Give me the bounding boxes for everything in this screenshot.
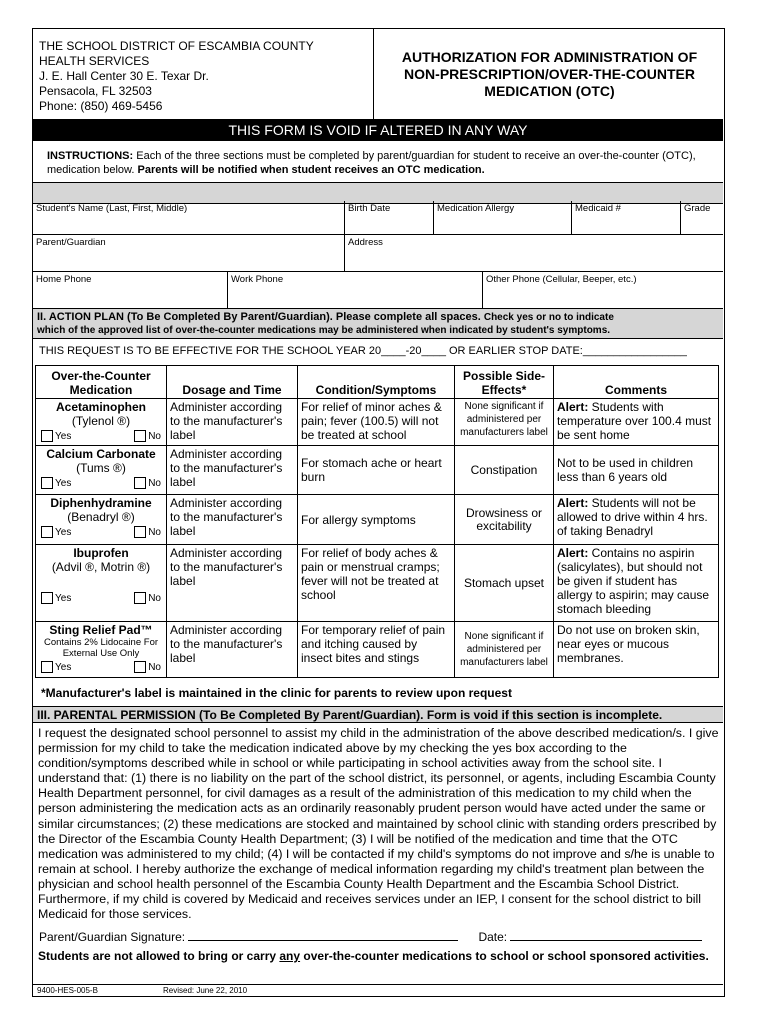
instructions-bold: Parents will be notified when student receives an OTC medication. [137, 164, 485, 176]
side-effects-cell: None significant if administered per manufacturers label [455, 622, 554, 678]
date-label: Date: [478, 930, 508, 944]
permission-text: I request the designated school personnel to assist my child in the administration of the above described medication/s. I give permission for my child to take the medication indicated above by my checking the yes box according to the condition/symptoms described while in school or while participating in school activities away from the school site. I understand that: (1) there is no liability on the part of the school district, its personnel, or agents, including Escambia County Health Department personnel, for civil damages as a result of the administration of this medication to my child when the person administering the medication acts as an ordinarily reasonably prudent person would have acted under the same or similar circumstances; (2) these medications are stocked and maintained by school clinic with standing orders prescribed by the Director of the Escambia County Health Department; (3) I will be notified of the medication and time that the OTC medication was administered to my child; (4) I will be contacted if my child's symptoms do not improve and s/he is unable to remain at school. I hereby authorize the exchange of medical information regarding my child's treatment plan between the physician and school health personnel of the Escambia County Health Department and the Escambia School District. Furthermore, if my child is covered by Medicaid and receives services under an IEP, I consent for the school district to bill Medicaid for those services. [38, 726, 719, 922]
parent-guardian-label: Parent/Guardian [36, 237, 106, 248]
manufacturer-note: *Manufacturer's label is maintained in the clinic for parents to review upon request [41, 686, 512, 700]
medication-brand: (Benadryl ®) [67, 510, 135, 524]
org-line: HEALTH SERVICES [39, 54, 150, 68]
yes-option[interactable] [41, 592, 71, 606]
home-phone-label: Home Phone [36, 274, 92, 285]
no-option[interactable] [134, 477, 161, 491]
comment-alert: Alert: [557, 496, 589, 510]
comment-text: Do not use on broken skin, near eyes or mucous membranes. [557, 623, 700, 665]
medication-allergy-field[interactable] [434, 201, 572, 235]
table-header-row [36, 366, 719, 399]
yes-label: Yes [55, 478, 72, 489]
no-label: No [148, 527, 161, 538]
warning-emphasis: any [279, 949, 301, 963]
no-checkbox[interactable] [134, 661, 146, 673]
section2-subtitle-b: which of the approved list of over-the-counter medications may be administered when indicated by student's symptoms. [37, 325, 611, 336]
yes-no-choice [39, 430, 163, 444]
yes-checkbox[interactable] [41, 592, 53, 604]
medication-table [35, 365, 719, 678]
comments-cell [554, 495, 719, 545]
condition-cell: For stomach ache or heart burn [298, 446, 455, 495]
address-label: Address [348, 237, 383, 248]
table-row [36, 622, 719, 678]
title-line: MEDICATION (OTC) [484, 82, 615, 99]
work-phone-label: Work Phone [231, 274, 284, 285]
medicaid-label: Medicaid # [575, 203, 621, 214]
form-footer [33, 984, 723, 997]
work-phone-field[interactable] [228, 272, 483, 309]
medication-name: Calcium Carbonate [46, 447, 156, 461]
no-option[interactable] [134, 592, 161, 606]
condition-cell: For relief of body aches & pain or menstrual cramps; fever will not be treated at school [298, 545, 455, 622]
no-option[interactable] [134, 526, 161, 540]
org-line: Phone: (850) 469-5456 [39, 99, 163, 113]
medication-name: Sting Relief Pad™ [49, 623, 153, 637]
dosage-cell: Administer according to the manufacturer's label [167, 495, 298, 545]
medicaid-field[interactable] [572, 201, 681, 235]
no-checkbox[interactable] [134, 526, 146, 538]
form-id: 9400-HES-005-B [37, 986, 98, 995]
no-checkbox[interactable] [134, 477, 146, 489]
side-effects-cell: None significant if administered per manufacturers label [455, 399, 554, 446]
side-effects-cell: Drowsiness or excitability [455, 495, 554, 545]
grade-label: Grade [684, 203, 711, 214]
yes-no-choice [39, 661, 163, 675]
other-phone-field[interactable] [483, 272, 723, 309]
yes-no-choice [39, 592, 163, 606]
yes-label: Yes [55, 662, 72, 673]
dosage-cell: Administer according to the manufacturer's label [167, 545, 298, 622]
medication-cell [36, 545, 167, 622]
yes-checkbox[interactable] [41, 477, 53, 489]
medication-brand: (Tums ®) [76, 461, 126, 475]
section2-header [33, 309, 723, 339]
side-effects-cell: Stomach upset [455, 545, 554, 622]
section2-title: II. ACTION PLAN (To Be Completed By Parent/Guardian). Please complete all spaces. [37, 311, 481, 323]
comment-alert: Alert: [557, 400, 589, 414]
comments-cell [554, 622, 719, 678]
section2-subtitle-a: Check yes or no to indicate [483, 312, 614, 323]
birth-date-field[interactable] [345, 201, 434, 235]
no-label: No [148, 662, 161, 673]
comments-cell [554, 399, 719, 446]
medication-brand: (Advil ®, Motrin ®) [51, 560, 151, 574]
instructions-label: INSTRUCTIONS: [47, 150, 134, 162]
comment-text: Contains no aspirin (salicylates), but should not be given if student has allergy to aspirin; may cause stomach bleeding [557, 546, 710, 616]
no-label: No [148, 478, 161, 489]
effective-year-line[interactable]: THIS REQUEST IS TO BE EFFECTIVE FOR THE SCHOOL YEAR 20____-20____ OR EARLIER STOP DATE:_________________ [39, 345, 687, 357]
void-notice: THIS FORM IS VOID IF ALTERED IN ANY WAY [33, 119, 723, 141]
revision-date: Revised: June 22, 2010 [163, 986, 248, 995]
comment-text: Students with temperature over 100.4 must be sent home [557, 400, 712, 442]
no-option[interactable] [134, 430, 161, 444]
comment-text: Not to be used in children less than 6 years old [557, 456, 694, 484]
yes-checkbox[interactable] [41, 430, 53, 442]
dosage-cell: Administer according to the manufacturer's label [167, 399, 298, 446]
medication-brand: Contains 2% Lidocaine For External Use Only [43, 637, 159, 659]
yes-option[interactable] [41, 661, 71, 675]
medication-cell [36, 495, 167, 545]
medication-allergy-label: Medication Allergy [437, 203, 515, 214]
org-line: J. E. Hall Center 30 E. Texar Dr. [39, 69, 209, 83]
col-side-effects: Possible Side-Effects* [455, 366, 554, 399]
table-row [36, 399, 719, 446]
date-field[interactable] [510, 929, 702, 941]
yes-option[interactable] [41, 526, 71, 540]
instructions [47, 149, 715, 177]
medication-cell [36, 622, 167, 678]
yes-option[interactable] [41, 430, 71, 444]
section3-header: III. PARENTAL PERMISSION (To Be Completed By Parent/Guardian). Form is void if this section is incomplete. [33, 706, 723, 723]
grade-field[interactable] [681, 201, 723, 235]
warning-text-b: over-the-counter medications to school or school sponsored activities. [300, 949, 709, 963]
org-line: THE SCHOOL DISTRICT OF ESCAMBIA COUNTY [39, 39, 314, 53]
condition-cell: For temporary relief of pain and itching caused by insect bites and stings [298, 622, 455, 678]
home-phone-field[interactable] [33, 272, 228, 309]
medication-name: Acetaminophen [55, 400, 146, 414]
medication-brand: (Tylenol ®) [71, 414, 131, 428]
comment-text: Students will not be allowed to drive within 4 hrs. of taking Benadryl [557, 496, 708, 538]
col-comments: Comments [554, 366, 719, 399]
no-label: No [148, 593, 161, 604]
dosage-cell: Administer according to the manufacturer's label [167, 622, 298, 678]
form-title [373, 29, 725, 119]
medication-cell [36, 399, 167, 446]
col-condition: Condition/Symptoms [298, 366, 455, 399]
org-address-block [39, 39, 314, 114]
signature-field[interactable] [188, 929, 458, 941]
carry-warning [38, 949, 722, 964]
col-dosage: Dosage and Time [167, 366, 298, 399]
signature-line [39, 929, 702, 944]
table-row [36, 545, 719, 622]
yes-no-choice [39, 477, 163, 491]
no-label: No [148, 431, 161, 442]
org-line: Pensacola, FL 32503 [39, 84, 152, 98]
yes-label: Yes [55, 431, 72, 442]
warning-text-a: Students are not allowed to bring or carry [38, 949, 280, 963]
signature-label: Parent/Guardian Signature: [39, 930, 186, 944]
instructions-text: Each of the three sections must be completed by parent/guardian for student to receive an over-the-counter (OTC), medication below. [47, 150, 696, 176]
medication-cell [36, 446, 167, 495]
comment-alert: Alert: [557, 546, 589, 560]
col-medication: Over-the-Counter Medication [36, 366, 167, 399]
yes-checkbox[interactable] [41, 661, 53, 673]
form-frame [32, 28, 725, 997]
condition-cell: For allergy symptoms [298, 495, 455, 545]
side-effects-cell: Constipation [455, 446, 554, 495]
table-row [36, 446, 719, 495]
medication-name: Ibuprofen [73, 546, 129, 560]
yes-no-choice [39, 526, 163, 540]
condition-cell: For relief of minor aches & pain; fever (100.5) will not be treated at school [298, 399, 455, 446]
comments-cell [554, 446, 719, 495]
yes-label: Yes [55, 593, 72, 604]
comments-cell [554, 545, 719, 622]
yes-option[interactable] [41, 477, 71, 491]
no-checkbox[interactable] [134, 592, 146, 604]
student-name-field[interactable] [33, 201, 345, 235]
dosage-cell: Administer according to the manufacturer's label [167, 446, 298, 495]
yes-checkbox[interactable] [41, 526, 53, 538]
birth-date-label: Birth Date [348, 203, 391, 214]
table-row [36, 495, 719, 545]
title-line: AUTHORIZATION FOR ADMINISTRATION OF [401, 48, 698, 65]
parent-guardian-field[interactable] [33, 235, 345, 272]
no-option[interactable] [134, 661, 161, 675]
no-checkbox[interactable] [134, 430, 146, 442]
yes-label: Yes [55, 527, 72, 538]
address-field[interactable] [345, 235, 723, 272]
student-name-label: Student's Name (Last, First, Middle) [36, 203, 188, 214]
other-phone-label: Other Phone (Cellular, Beeper, etc.) [486, 274, 637, 285]
medication-name: Diphenhydramine [50, 496, 152, 510]
title-line: NON-PRESCRIPTION/OVER-THE-COUNTER [404, 65, 695, 82]
